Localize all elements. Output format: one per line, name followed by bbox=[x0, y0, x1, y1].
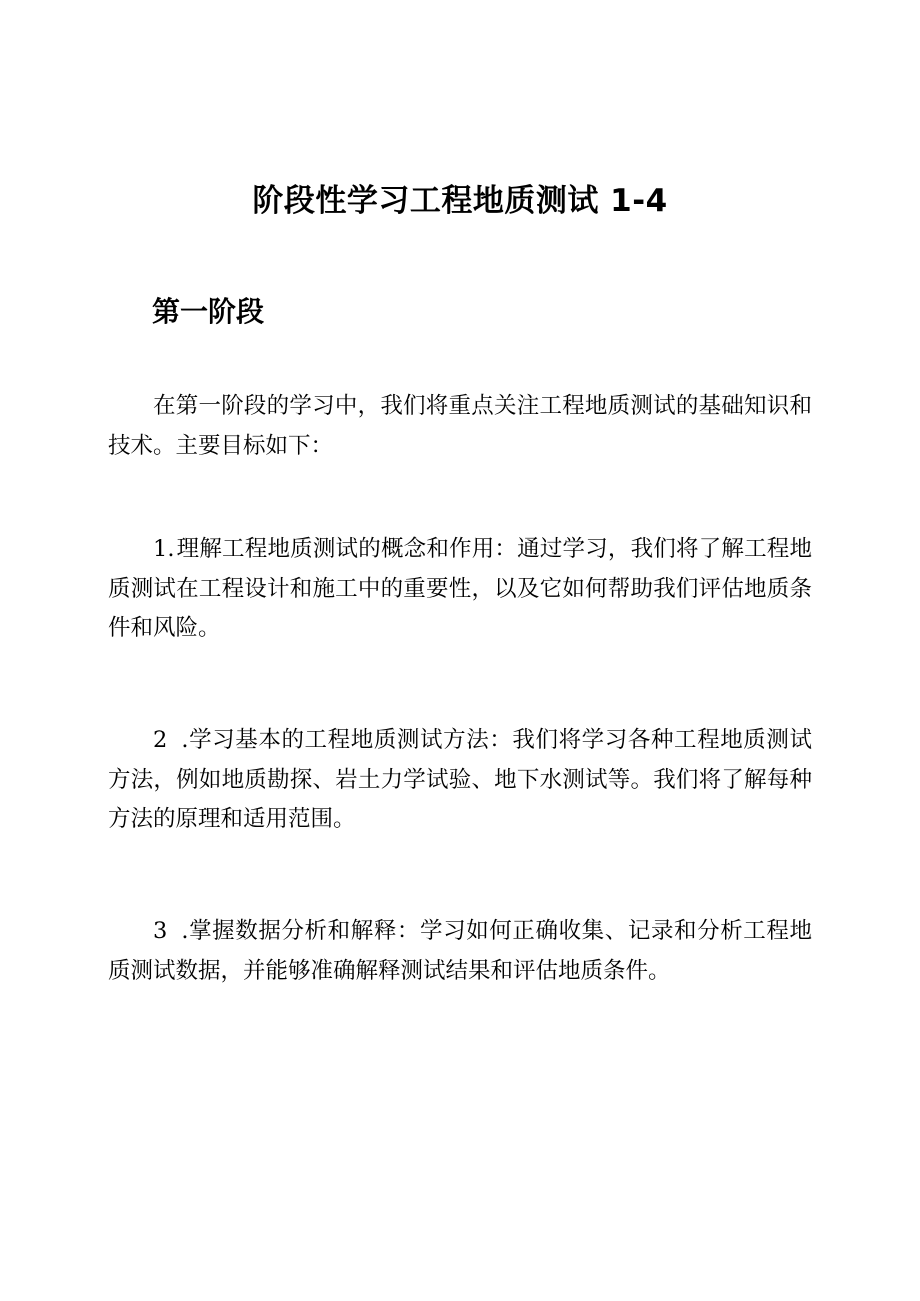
list-item-text: .学习基本的工程地质测试方法：我们将学习各种工程地质测试方法，例如地质勘探、岩土力学试验、地下水测试等。我们将了解每种方法的原理和适用范围。 bbox=[108, 727, 812, 832]
page-title: 阶段性学习工程地质测试 1-4 bbox=[252, 183, 668, 219]
list-item-2 bbox=[108, 721, 812, 840]
list-item-3 bbox=[108, 912, 812, 991]
intro-paragraph: 在第一阶段的学习中，我们将重点关注工程地质测试的基础知识和技术。主要目标如下： bbox=[108, 393, 812, 459]
section-heading: 第一阶段 bbox=[152, 295, 265, 328]
list-item-number: 1. bbox=[153, 536, 175, 562]
list-item-text: .掌握数据分析和解释：学习如何正确收集、记录和分析工程地质测试数据，并能够准确解释测试结果和评估地质条件。 bbox=[108, 918, 812, 984]
list-item-number: 3 bbox=[153, 918, 168, 944]
list-item-number: 2 bbox=[153, 727, 168, 753]
list-item-text: 理解工程地质测试的概念和作用：通过学习，我们将了解工程地质测试在工程设计和施工中的重要性，以及它如何帮助我们评估地质条件和风险。 bbox=[108, 536, 812, 641]
list-item-1 bbox=[108, 530, 812, 649]
